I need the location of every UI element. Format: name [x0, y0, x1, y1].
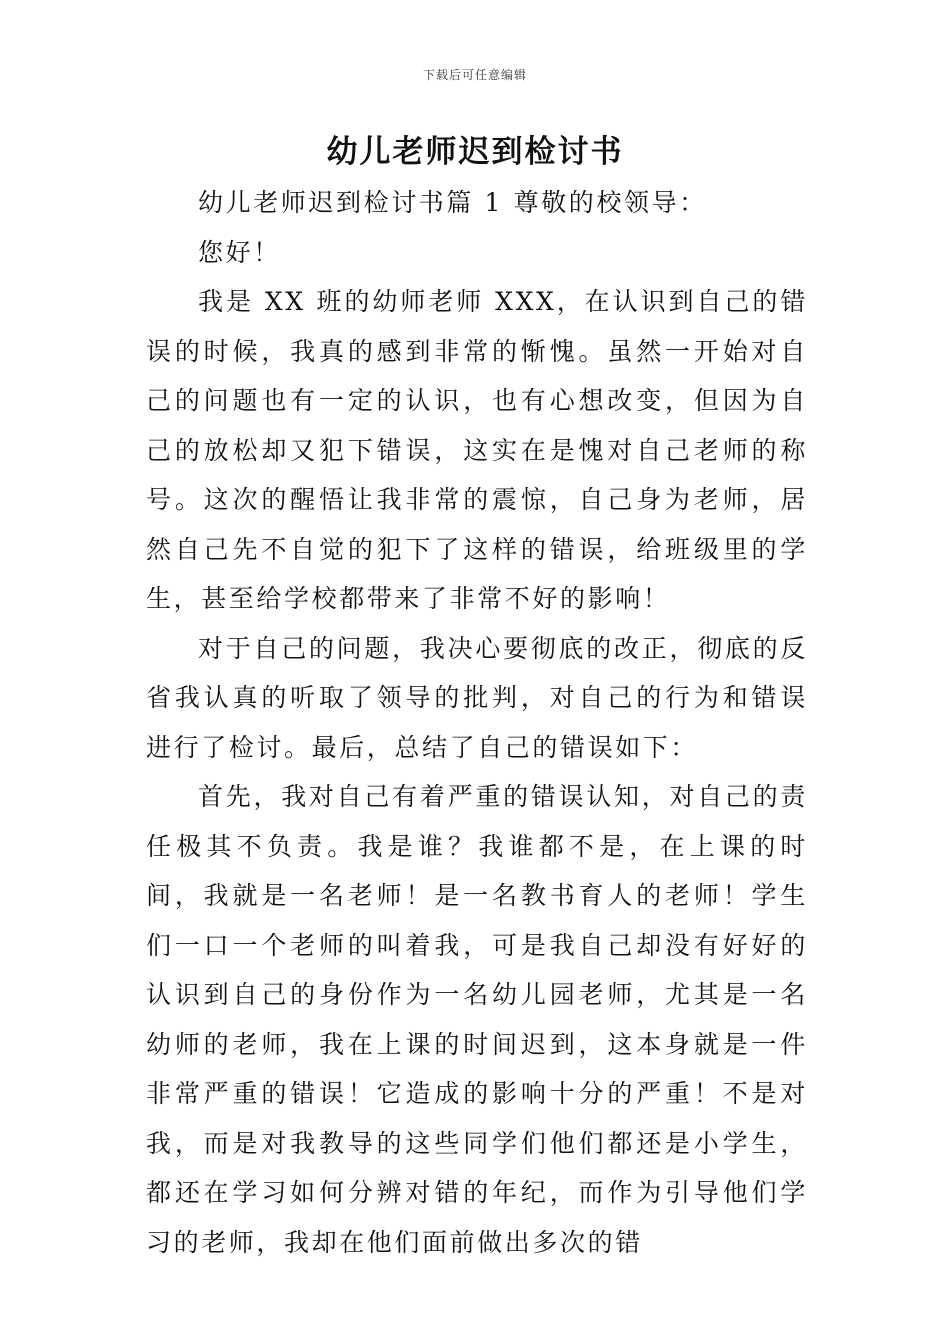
document-body	[146, 178, 808, 1267]
body-paragraph-greeting-heading: 幼儿老师迟到检讨书篇 1 尊敬的校领导：	[198, 188, 707, 217]
body-paragraph-introduction: 我是 XX 班的幼师老师 XXX，在认识到自己的错误的时候，我真的感到非常的惭愧。虽然一开始对自己的问题也有一定的认识，也有心想改变，但因为自己的放松却又犯下错误，这实在是愧对自己老师的称号。这次的醒悟让我非常的震惊，自己身为老师，居然自己先不自觉的犯下了这样的错误，给班级里的学生，甚至给学校都带来了非常不好的影响！	[146, 287, 808, 613]
header-note: 下载后可任意编辑	[422, 68, 527, 82]
body-paragraph-reflection: 对于自己的问题，我决心要彻底的改正，彻底的反省我认真的听取了领导的批判，对自己的行为和错误进行了检讨。最后，总结了自己的错误如下：	[146, 633, 808, 762]
body-paragraph-first-point: 首先，我对自己有着严重的错误认知，对自己的责任极其不负责。我是谁？我谁都不是，在上课的时间，我就是一名老师！是一名教书育人的老师！学生们一口一个老师的叫着我，可是我自己却没有好好的认识到自己的身份作为一名幼儿园老师，尤其是一名幼师的老师，我在上课的时间迟到，这本身就是一件非常严重的错误！它造成的影响十分的严重！不是对我，而是对我教导的这些同学们他们都还是小学生，都还在学习如何分辨对错的年纪，而作为引导他们学习的老师，我却在他们面前做出多次的错	[146, 782, 808, 1257]
body-paragraph-salutation: 您好！	[198, 237, 281, 267]
document-title: 幼儿老师迟到检讨书	[326, 134, 624, 170]
